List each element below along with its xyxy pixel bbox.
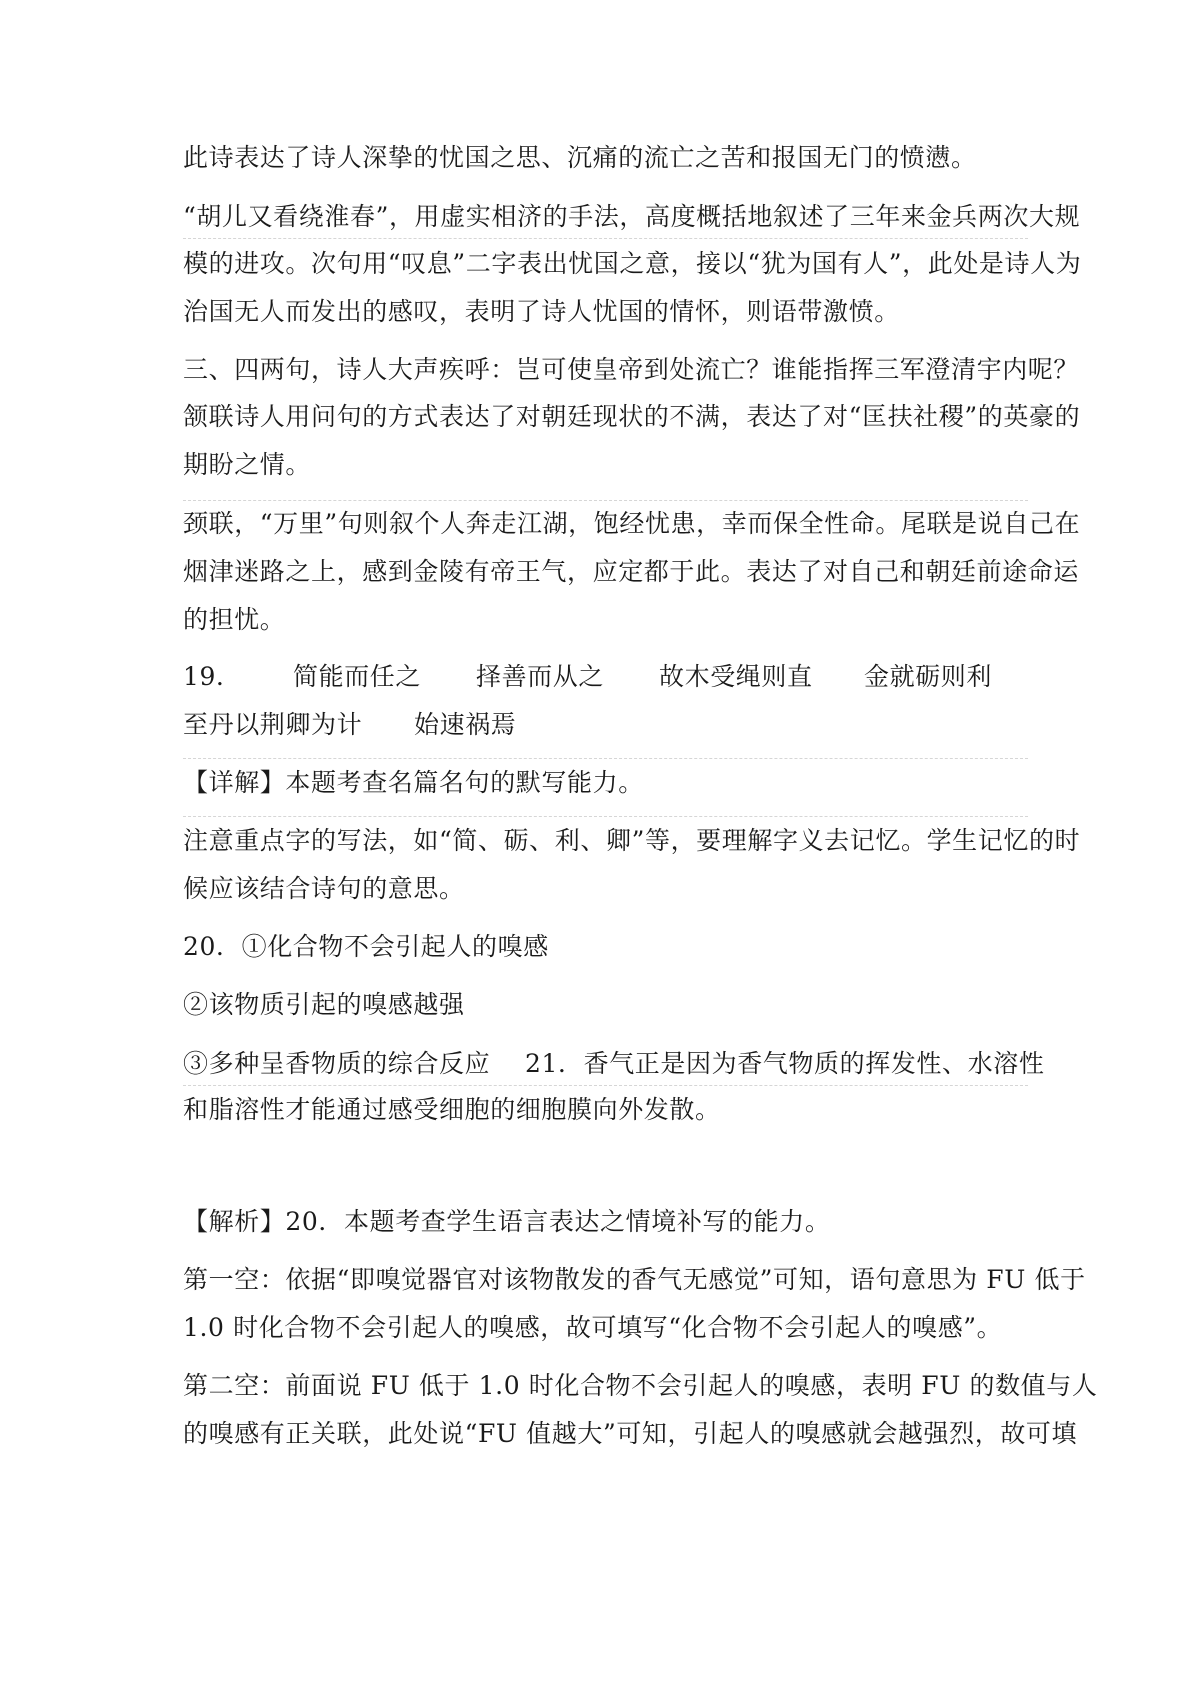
text-line: 【详解】本题考查名篇名句的默写能力。 (183, 768, 644, 797)
dotted-divider (183, 816, 1028, 817)
text-line: 期盼之情。 (183, 450, 312, 479)
text-line: 此诗表达了诗人深挚的忧国之思、沉痛的流亡之苦和报国无门的愤懑。 (183, 143, 977, 172)
text-line: 颈联，“万里”句则叙个人奔走江湖，饱经忧患，幸而保全性命。尾联是说自己在 (183, 509, 1081, 538)
question-19-row-1 (183, 661, 992, 693)
text-line: 颔联诗人用问句的方式表达了对朝廷现状的不满，表达了对“匡扶社稷”的英豪的 (183, 402, 1081, 431)
text-line: 候应该结合诗句的意思。 (183, 874, 465, 903)
answer-blank: 简能而任之 (293, 662, 422, 691)
question-20-21-row (183, 1048, 1044, 1080)
text-line: 模的进攻。次句用“叹息”二字表出忧国之意，接以“犹为国有人”，此处是诗人为 (183, 249, 1082, 278)
text-line: 三、四两句，诗人大声疾呼：岂可使皇帝到处流亡？谁能指挥三军澄清宇内呢？ (183, 355, 1080, 384)
answer-blank: 金就砺则利 (864, 662, 993, 691)
text-line: 的嗅感有正关联，此处说“FU 值越大”可知，引起人的嗅感就会越强烈，故可填 (183, 1419, 1078, 1448)
answer-blank: 至丹以荆卿为计 (183, 710, 363, 739)
question-number: 19． (183, 662, 242, 691)
text-line: 1.0 时化合物不会引起人的嗅感，故可填写“化合物不会引起人的嗅感”。 (183, 1313, 1003, 1342)
text-line: 注意重点字的写法，如“简、砺、利、卿”等，要理解字义去记忆。学生记忆的时 (183, 826, 1081, 855)
text-line: 第二空：前面说 FU 低于 1.0 时化合物不会引起人的嗅感，表明 FU 的数值与人 (183, 1371, 1098, 1400)
text-line: 的担忧。 (183, 605, 286, 634)
text-line: 治国无人而发出的感叹，表明了诗人忧国的情怀，则语带激愤。 (183, 297, 900, 326)
dotted-divider (183, 500, 1028, 501)
dotted-divider (183, 238, 1028, 239)
question-19-row-2 (183, 709, 516, 741)
text-line: “胡儿又看绕淮春”，用虚实相济的手法，高度概括地叙述了三年来金兵两次大规 (183, 202, 1081, 231)
answer-text: 21．香气正是因为香气物质的挥发性、水溶性 (525, 1049, 1045, 1078)
text-line: 20．①化合物不会引起人的嗅感 (183, 932, 549, 961)
answer-blank: 择善而从之 (476, 662, 605, 691)
answer-text: ③多种呈香物质的综合反应 (183, 1049, 491, 1078)
text-line: 烟津迷路之上，感到金陵有帝王气，应定都于此。表达了对自己和朝廷前途命运 (183, 557, 1080, 586)
dotted-divider (183, 1085, 1028, 1086)
text-line: ②该物质引起的嗅感越强 (183, 990, 465, 1019)
text-line: 和脂溶性才能通过感受细胞的细胞膜向外发散。 (183, 1095, 721, 1124)
answer-blank: 始速祸焉 (414, 710, 517, 739)
answer-blank: 故木受绳则直 (659, 662, 813, 691)
text-line: 【解析】20．本题考查学生语言表达之情境补写的能力。 (183, 1207, 831, 1236)
text-line: 第一空：依据“即嗅觉器官对该物散发的香气无感觉”可知，语句意思为 FU 低于 (183, 1265, 1086, 1294)
dotted-divider (183, 758, 1028, 759)
